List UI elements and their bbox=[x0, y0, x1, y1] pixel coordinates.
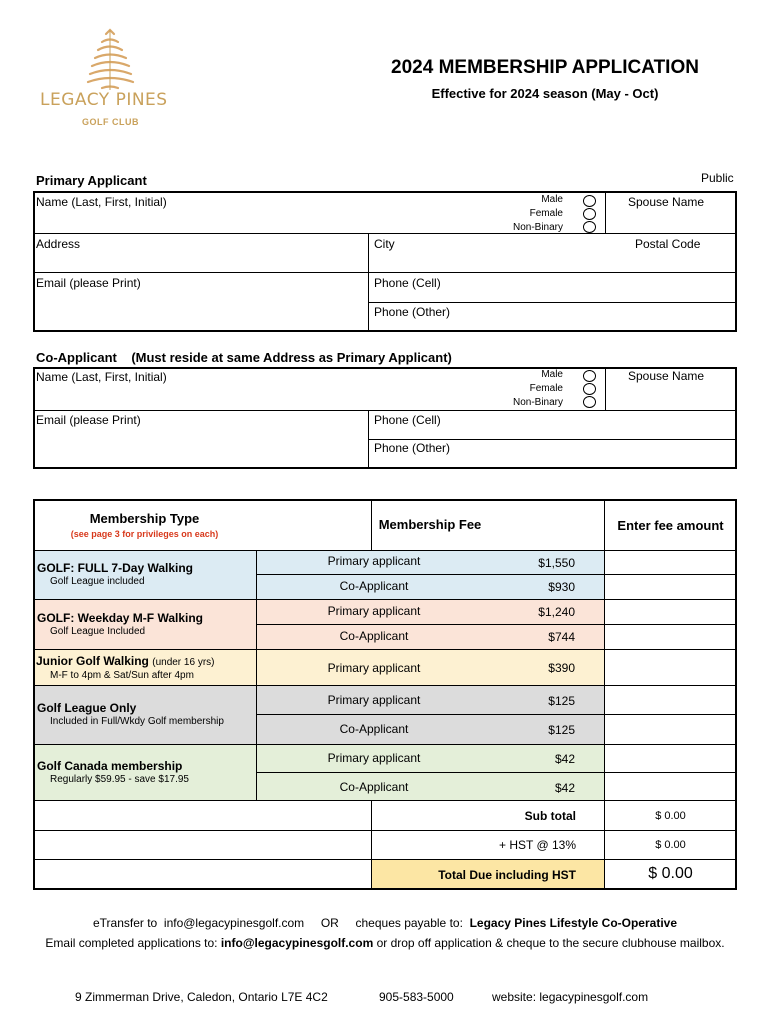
club-website[interactable]: website: legacypinesgolf.com bbox=[492, 990, 649, 1004]
enter-fee-input[interactable] bbox=[605, 575, 736, 599]
group-note: Golf League included bbox=[50, 576, 145, 587]
co-name-field[interactable]: Name (Last, First, Initial) bbox=[36, 370, 167, 384]
enter-fee-input[interactable] bbox=[605, 715, 736, 744]
submission-info bbox=[0, 936, 770, 950]
logo-subtitle: GOLF CLUB bbox=[82, 117, 139, 127]
primary-email-field[interactable]: Email (please Print) bbox=[36, 276, 141, 290]
col-header-type: Membership Type bbox=[89, 511, 200, 526]
fee-value: $42 bbox=[554, 781, 575, 795]
fee-value: $930 bbox=[548, 580, 575, 594]
col-header-fee: Membership Fee bbox=[378, 517, 482, 532]
hst-value: $ 0.00 bbox=[655, 839, 686, 851]
group-note: M-F to 4pm & Sat/Sun after 4pm bbox=[50, 670, 194, 681]
submission-info-text: Email completed applications to: bbox=[45, 936, 218, 950]
group-name: GOLF: Weekday M-F Walking bbox=[37, 611, 204, 625]
payment-info bbox=[0, 916, 770, 930]
co-gender-male-label: Male bbox=[541, 369, 563, 380]
co-gender-female-radio[interactable] bbox=[583, 383, 596, 395]
total-label: Total Due including HST bbox=[438, 868, 576, 882]
fee-row-label: Co-Applicant bbox=[339, 579, 409, 593]
primary-gender-male-radio[interactable] bbox=[583, 195, 596, 207]
primary-city-field[interactable]: City bbox=[374, 237, 395, 251]
co-phone-cell-field[interactable]: Phone (Cell) bbox=[374, 413, 441, 427]
group-note: Included in Full/Wkdy Golf membership bbox=[50, 716, 224, 727]
enter-fee-input[interactable] bbox=[605, 600, 736, 624]
co-gender-nonbinary-radio[interactable] bbox=[583, 396, 596, 408]
co-applicant-heading: Co-Applicant (Must reside at same Address as Primary Applicant) bbox=[36, 350, 452, 365]
club-phone: 905-583-5000 bbox=[379, 990, 454, 1004]
enter-fee-input[interactable] bbox=[605, 773, 736, 800]
public-label: Public bbox=[701, 171, 734, 185]
group-name-extra: (under 16 yrs) bbox=[152, 657, 215, 668]
group-name: Golf Canada membership bbox=[37, 759, 183, 773]
fee-row-label: Primary applicant bbox=[327, 604, 421, 618]
fee-value: $125 bbox=[548, 694, 575, 708]
primary-spouse-name-field[interactable]: Spouse Name bbox=[628, 195, 705, 209]
logo-name: LEGACY PINES bbox=[40, 90, 168, 110]
group-name-text: Junior Golf Walking bbox=[36, 654, 149, 668]
fee-value: $390 bbox=[548, 661, 575, 675]
primary-gender-nonbinary-radio[interactable] bbox=[583, 221, 596, 233]
primary-gender-female-label: Female bbox=[529, 208, 563, 219]
pine-tree-logo-icon bbox=[40, 28, 180, 128]
subtotal-label: Sub total bbox=[524, 809, 576, 823]
enter-fee-input[interactable] bbox=[605, 650, 736, 685]
group-note: Regularly $59.95 - save $17.95 bbox=[50, 774, 189, 785]
fee-row-label: Primary applicant bbox=[327, 661, 421, 675]
primary-phone-other-field[interactable]: Phone (Other) bbox=[374, 305, 451, 319]
enter-fee-input[interactable] bbox=[605, 745, 736, 772]
primary-applicant-heading: Primary Applicant bbox=[36, 173, 147, 188]
col-header-type-note: (see page 3 for privileges on each) bbox=[70, 529, 219, 539]
submission-info-rest: or drop off application & cheque to the secure clubhouse mailbox. bbox=[376, 936, 725, 950]
primary-phone-cell-field[interactable]: Phone (Cell) bbox=[374, 276, 441, 290]
subtotal-value: $ 0.00 bbox=[655, 810, 686, 822]
enter-fee-input[interactable] bbox=[605, 551, 736, 574]
fee-value: $744 bbox=[548, 630, 575, 644]
co-phone-other-field[interactable]: Phone (Other) bbox=[374, 441, 451, 455]
co-gender-female-label: Female bbox=[529, 383, 563, 394]
payment-info-text: eTransfer to info@legacypinesgolf.com OR cheques payable to: bbox=[92, 916, 463, 930]
co-spouse-name-field[interactable]: Spouse Name bbox=[628, 369, 705, 383]
enter-fee-input[interactable] bbox=[605, 686, 736, 714]
primary-gender-female-radio[interactable] bbox=[583, 208, 596, 220]
group-name bbox=[36, 654, 214, 668]
payee-name: Legacy Pines Lifestyle Co-Operative bbox=[469, 916, 678, 930]
fee-value: $125 bbox=[548, 723, 575, 737]
col-header-enter: Enter fee amount bbox=[617, 518, 724, 533]
fee-value: $1,240 bbox=[538, 605, 575, 619]
enter-fee-input[interactable] bbox=[605, 625, 736, 649]
submission-email-link[interactable]: info@legacypinesgolf.com bbox=[220, 936, 374, 950]
fee-row-label: Primary applicant bbox=[327, 751, 421, 765]
fee-row-label: Co-Applicant bbox=[339, 629, 409, 643]
group-name: Golf League Only bbox=[37, 701, 137, 715]
co-email-field[interactable]: Email (please Print) bbox=[36, 413, 141, 427]
primary-name-field[interactable]: Name (Last, First, Initial) bbox=[36, 195, 167, 209]
primary-postal-code-field[interactable]: Postal Code bbox=[635, 237, 701, 251]
fee-row-label: Co-Applicant bbox=[339, 780, 409, 794]
primary-gender-male-label: Male bbox=[541, 194, 563, 205]
primary-gender-nonbinary-label: Non-Binary bbox=[512, 222, 563, 233]
page-subtitle: Effective for 2024 season (May - Oct) bbox=[431, 86, 659, 101]
page-title: 2024 MEMBERSHIP APPLICATION bbox=[391, 57, 699, 78]
fee-row-label: Co-Applicant bbox=[339, 722, 409, 736]
membership-table bbox=[33, 499, 737, 890]
fee-value: $1,550 bbox=[538, 556, 575, 570]
group-name: GOLF: FULL 7-Day Walking bbox=[37, 561, 194, 575]
group-note: Golf League Included bbox=[50, 626, 146, 637]
fee-value: $42 bbox=[554, 752, 575, 766]
club-address: 9 Zimmerman Drive, Caledon, Ontario L7E 4C2 bbox=[75, 990, 328, 1004]
hst-label: + HST @ 13% bbox=[499, 838, 576, 852]
co-gender-male-radio[interactable] bbox=[583, 370, 596, 382]
primary-address-field[interactable]: Address bbox=[36, 237, 81, 251]
fee-row-label: Primary applicant bbox=[327, 693, 421, 707]
total-value: $ 0.00 bbox=[648, 865, 693, 882]
fee-row-label: Primary applicant bbox=[327, 554, 421, 568]
co-gender-nonbinary-label: Non-Binary bbox=[512, 397, 563, 408]
